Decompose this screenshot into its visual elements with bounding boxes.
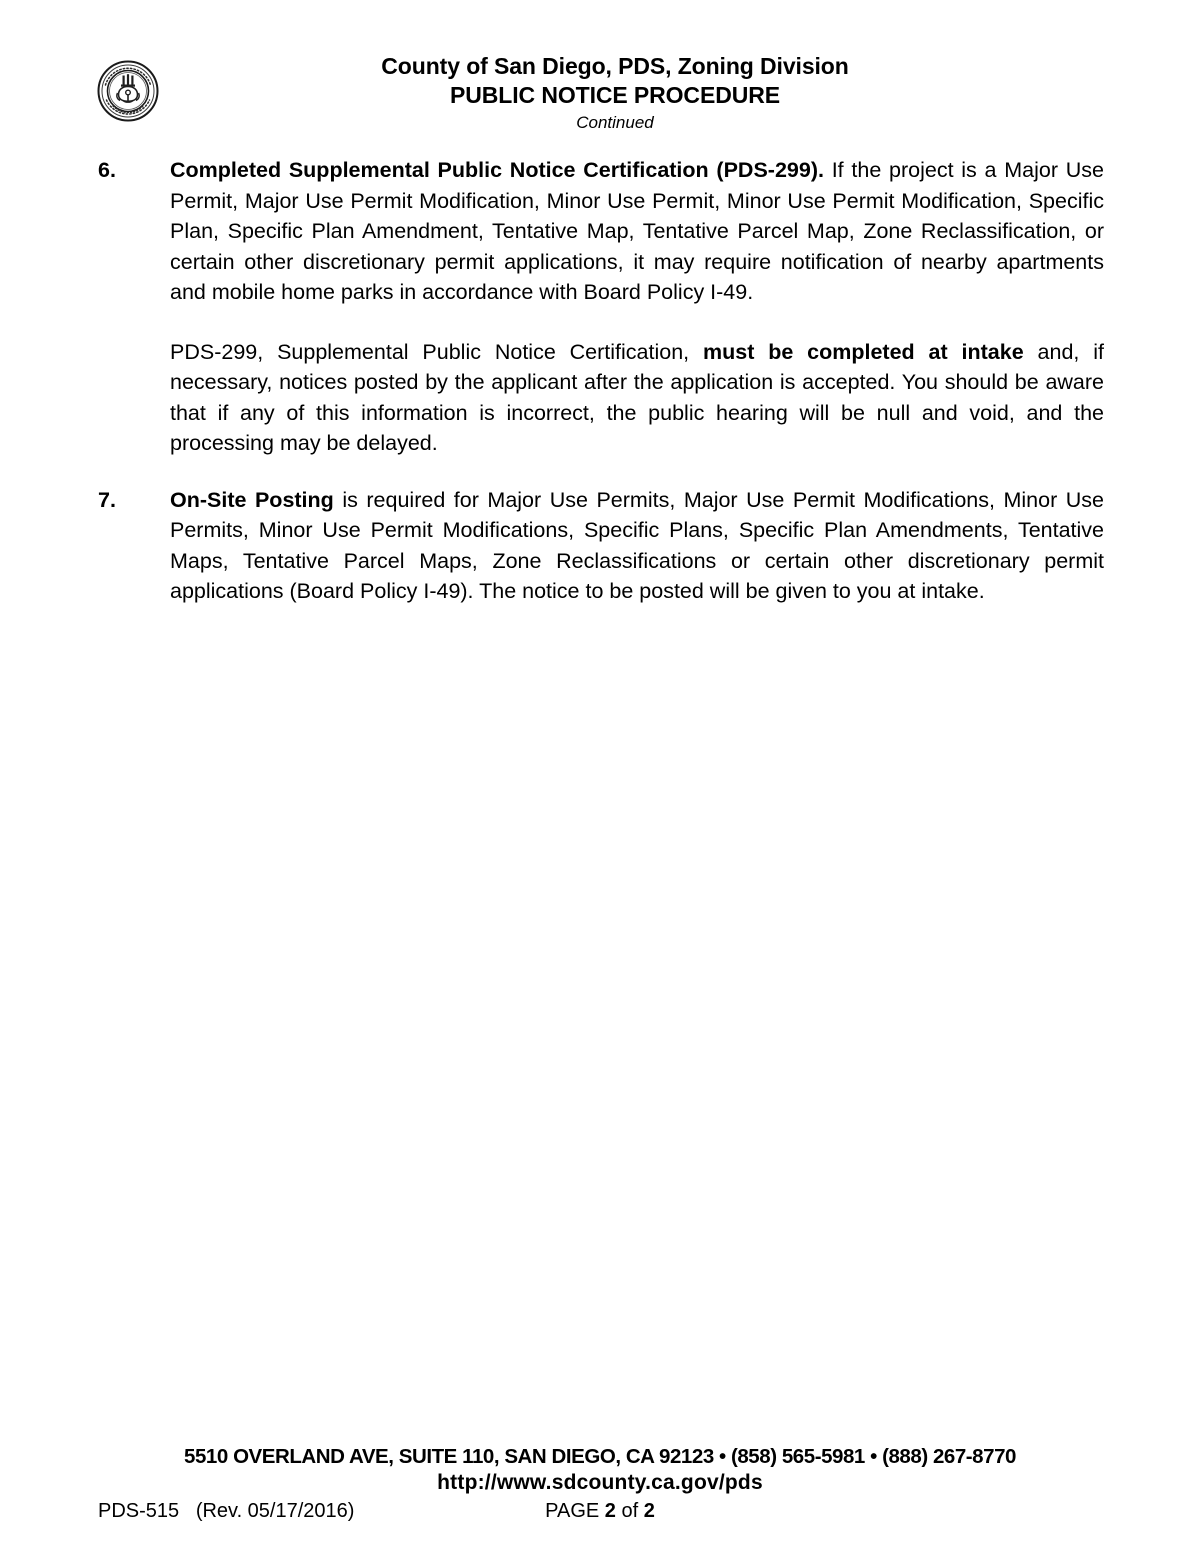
footer-page-of: of [615,1500,644,1522]
county-seal-icon [97,60,159,122]
item-6-bold-phrase: must be completed at intake [702,339,1024,364]
item-7-bold-lead: On-Site Posting [170,487,334,512]
item-6-paragraph-2-text-after: and, if necessary, notices posted by the applicant after the application is accepted. You should be aware that if any of this information is incorrect, the public hearing will be null and void, and the processing may be delayed. [170,339,1104,455]
item-7-paragraph-1 [170,485,1104,607]
numbered-item-6 [98,155,1104,459]
header-title-block [0,52,1200,135]
header-continued-label: Continued [576,113,654,132]
footer-address-line: 5510 OVERLAND AVE, SUITE 110, SAN DIEGO, CA 92123 • (858) 565-5981 • (888) 267-8770 [184,1445,1016,1468]
footer-page-label: PAGE [545,1500,605,1522]
item-6-bold-lead: Completed Supplemental Public Notice Certification (PDS-299). [170,158,824,182]
item-7-paragraph-1-text: is required for Major Use Permits, Major Use Permit Modifications, Minor Use Permits, Minor Use Permit Modifications, Specific Plans, Specific Plan Amendments, Tentative Maps, Tentative Parcel Maps, Zone Reclassifications or certain other discretionary permit applications (Board Policy I-49). The notice to be posted will be given to you at intake. [170,487,1104,603]
header-agency-title: County of San Diego, PDS, Zoning Division [381,53,849,79]
page-header [0,52,1200,135]
document-body [98,155,1104,633]
page-footer [0,1438,1200,1553]
footer-page-current: 2 [604,1500,616,1522]
footer-page-total: 2 [643,1500,655,1522]
footer-page-indicator [0,1498,1200,1524]
item-6-paragraph-1 [170,155,1104,308]
numbered-item-7 [98,485,1104,607]
item-number-7: 7. [98,487,116,512]
item-number-6: 6. [98,158,116,182]
footer-form-number: PDS-515 (Rev. 05/17/2016) [98,1500,355,1522]
footer-website-url[interactable]: http://www.sdcounty.ca.gov/pds [437,1471,763,1494]
item-6-paragraph-2 [170,337,1104,459]
header-document-title: PUBLIC NOTICE PROCEDURE [450,82,780,108]
item-6-paragraph-1-text: If the project is a Major Use Permit, Major Use Permit Modification, Minor Use Permit, Minor Use Permit Modification, Specific Plan, Specific Plan Amendment, Tentative Map, Tentative Parcel Map, Zone Reclassification, or certain other discretionary permit applications, it may require notification of nearby apartments and mobile home parks in accordance with Board Policy I-49. [170,158,1104,304]
item-6-paragraph-2-text-before: PDS-299, Supplemental Public Notice Certification, [170,339,703,364]
